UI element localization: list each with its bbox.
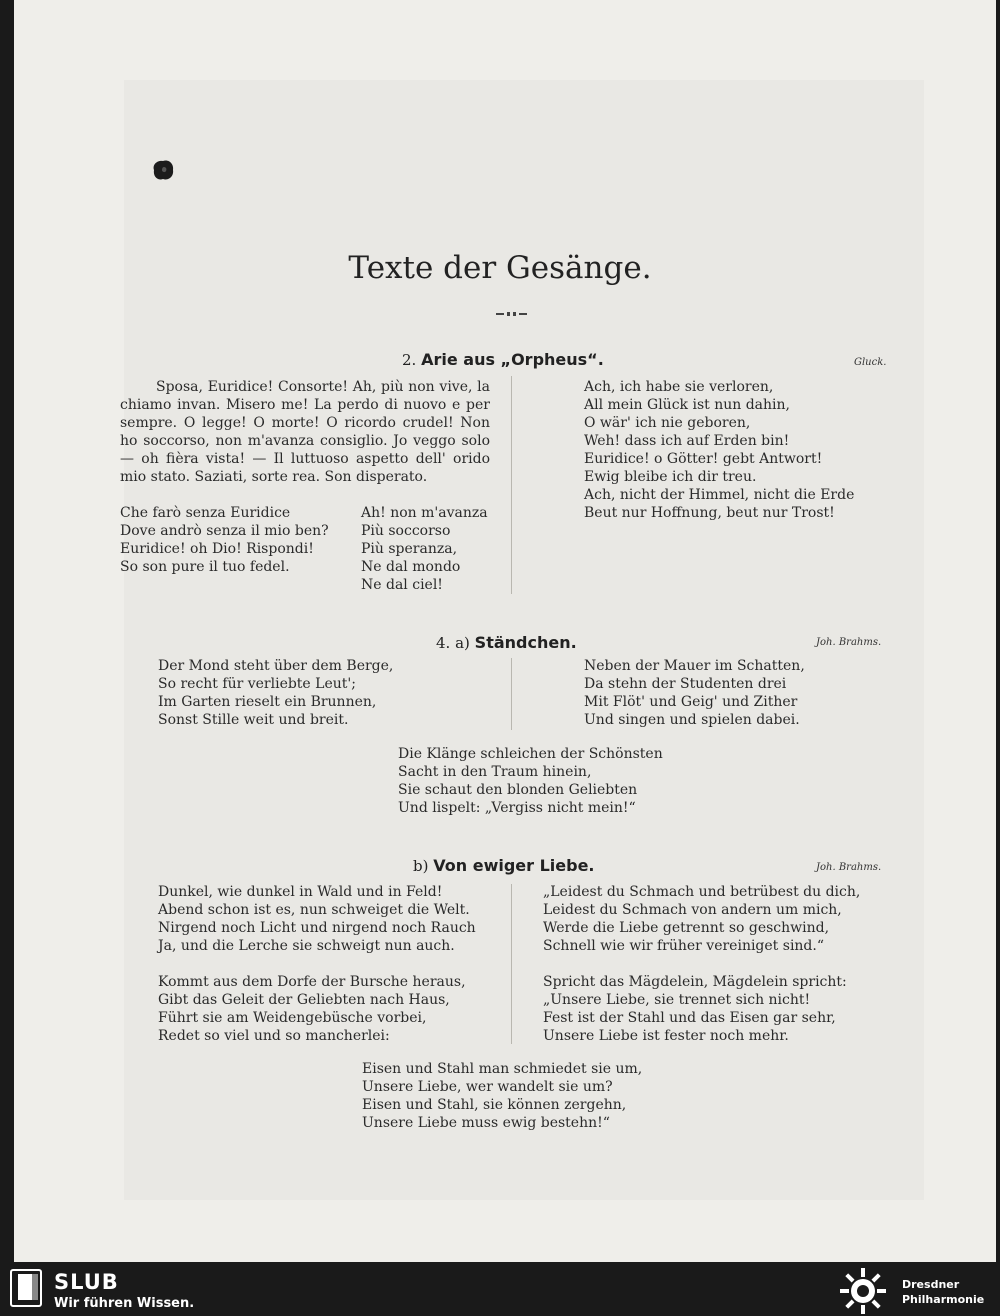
slub-tagline: Wir führen Wissen. xyxy=(54,1296,195,1311)
song1-composer: Gluck. xyxy=(854,357,887,368)
song2-divider xyxy=(511,658,512,730)
slub-logo-icon xyxy=(10,1268,44,1308)
song2-heading xyxy=(436,633,577,652)
song1-recitative: Sposa, Euridice! Consorte! Ah, più non vive, la chiamo invan. Misero me! La perdo di nuovo e per sempre. O legge! O morte! O ricordo crudel! Non ho soccorso, non m'avanza consiglio. Jo veggo solo — oh fièra vista! — Il luttuoso aspetto dell' orido mio stato. Saziati, sorte rea. Son disperato. xyxy=(120,379,490,485)
slub-name: SLUB xyxy=(54,1270,119,1294)
philharmonie-name-line1: Dresdner xyxy=(902,1278,960,1291)
song2-right-stanza: Neben der Mauer im Schatten, Da stehn der Studenten drei Mit Flöt' und Geig' und Zither Und singen und spielen dabei. xyxy=(584,658,805,728)
song1-name: Arie aus „Orpheus“. xyxy=(421,350,604,369)
title-ornament xyxy=(496,310,528,318)
page-title: Texte der Gesänge. xyxy=(348,250,652,286)
song1-german: Ach, ich habe sie verloren, All mein Glück ist nun dahin, O wär' ich nie geboren, Weh! dass ich auf Erden bin! Euridice! o Götter! gebt Antwort! Ewig bleibe ich dir treu. Ach, nicht der Himmel, nicht die Erde Beut nur Hoffnung, beut nur Trost! xyxy=(584,379,855,521)
song1-aria-left: Che farò senza Euridice Dove andrò senza il mio ben? Euridice! oh Dio! Rispondi! So son pure il tuo fedel. xyxy=(120,505,329,575)
song3-heading xyxy=(413,856,595,875)
philharmonie-name-line2: Philharmonie xyxy=(902,1293,985,1306)
song2-letter: a) xyxy=(455,634,470,652)
song3-center-stanza: Eisen und Stahl man schmiedet sie um, Unsere Liebe, wer wandelt sie um? Eisen und Stahl, sie können zergehn, Unsere Liebe muss ewig bestehn!“ xyxy=(362,1061,643,1131)
song3-right-stanza-2: Spricht das Mägdelein, Mägdelein spricht: „Unsere Liebe, sie trennet sich nicht! Fest ist der Stahl und das Eisen gar sehr, Unsere Liebe ist fester noch mehr. xyxy=(543,974,847,1044)
song2-center-stanza: Die Klänge schleichen der Schönsten Sacht in den Traum hinein, Sie schaut den blonden Geliebten Und lispelt: „Vergiss nicht mein!“ xyxy=(398,746,663,816)
song3-right-stanza-1: „Leidest du Schmach und betrübest du dich, Leidest du Schmach von andern um mich, Werde die Liebe getrennt so geschwind, Schnell wie wir früher vereiniget sind.“ xyxy=(543,884,861,954)
song3-divider xyxy=(511,884,512,1044)
song3-left-stanza-1: Dunkel, wie dunkel in Wald und in Feld! Abend schon ist es, nun schweiget die Welt. Nirgend noch Licht und nirgend noch Rauch Ja, und die Lerche sie schweigt nun auch. xyxy=(158,884,476,954)
song3-letter: b) xyxy=(413,857,429,875)
song3-left-stanza-2: Kommt aus dem Dorfe der Bursche heraus, Gibt das Geleit der Geliebten nach Haus, Führt sie am Weidengebüsche vorbei, Redet so viel und so mancherlei: xyxy=(158,974,466,1044)
paper-hole-stain xyxy=(150,158,176,182)
song2-name: Ständchen. xyxy=(474,633,577,652)
song2-number: 4. xyxy=(436,634,451,652)
song3-name: Von ewiger Liebe. xyxy=(433,856,595,875)
song2-left-stanza: Der Mond steht über dem Berge, So recht für verliebte Leut'; Im Garten rieselt ein Brunnen, Sonst Stille weit und breit. xyxy=(158,658,394,728)
song1-number: 2. xyxy=(402,351,417,369)
song2-composer: Joh. Brahms. xyxy=(816,637,882,648)
song3-composer: Joh. Brahms. xyxy=(816,862,882,873)
song1-divider xyxy=(511,376,512,594)
song1-aria-right: Ah! non m'avanza Più soccorso Più speranza, Ne dal mondo Ne dal ciel! xyxy=(361,505,488,593)
philharmonie-logo-icon xyxy=(838,1266,888,1316)
song1-heading xyxy=(402,350,604,369)
